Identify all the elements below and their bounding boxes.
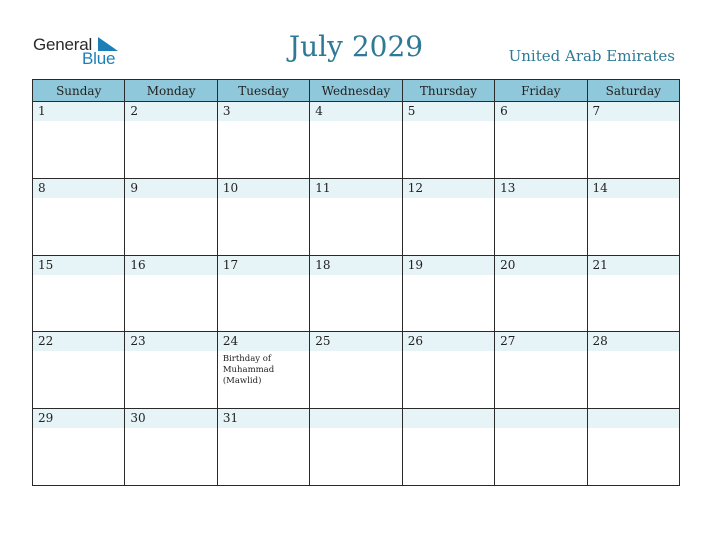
day-cell bbox=[587, 102, 679, 179]
day-number bbox=[588, 409, 679, 428]
weekday-header: Sunday bbox=[33, 80, 125, 102]
day-number: 27 bbox=[495, 332, 586, 351]
week-row bbox=[33, 409, 680, 486]
day-number: 28 bbox=[588, 332, 679, 351]
week-row bbox=[33, 102, 680, 179]
empty-day-cell bbox=[495, 409, 587, 486]
day-number: 11 bbox=[310, 179, 401, 198]
week-row bbox=[33, 332, 680, 409]
day-number: 14 bbox=[588, 179, 679, 198]
weekday-header: Wednesday bbox=[310, 80, 402, 102]
day-cell bbox=[495, 255, 587, 332]
day-number: 9 bbox=[125, 179, 216, 198]
day-number: 1 bbox=[33, 102, 124, 121]
day-number: 17 bbox=[218, 256, 309, 275]
day-number: 24 bbox=[218, 332, 309, 351]
weekday-header: Friday bbox=[495, 80, 587, 102]
day-number: 8 bbox=[33, 179, 124, 198]
day-number: 12 bbox=[403, 179, 494, 198]
day-cell bbox=[310, 332, 402, 409]
day-cell bbox=[33, 409, 125, 486]
day-number: 2 bbox=[125, 102, 216, 121]
day-cell bbox=[402, 178, 494, 255]
day-cell bbox=[217, 332, 309, 409]
day-number: 4 bbox=[310, 102, 401, 121]
day-cell bbox=[125, 409, 217, 486]
empty-day-cell bbox=[310, 409, 402, 486]
day-number: 20 bbox=[495, 256, 586, 275]
day-number bbox=[310, 409, 401, 428]
day-cell bbox=[587, 178, 679, 255]
day-cell bbox=[125, 102, 217, 179]
day-number: 26 bbox=[403, 332, 494, 351]
empty-day-cell bbox=[587, 409, 679, 486]
day-cell bbox=[33, 102, 125, 179]
day-number: 21 bbox=[588, 256, 679, 275]
day-number: 23 bbox=[125, 332, 216, 351]
day-cell bbox=[402, 102, 494, 179]
day-number: 13 bbox=[495, 179, 586, 198]
day-cell bbox=[125, 178, 217, 255]
day-cell bbox=[310, 255, 402, 332]
logo-word-general: General bbox=[33, 35, 93, 54]
day-cell bbox=[310, 178, 402, 255]
weekday-header: Saturday bbox=[587, 80, 679, 102]
weekday-header: Monday bbox=[125, 80, 217, 102]
day-number: 3 bbox=[218, 102, 309, 121]
day-cell bbox=[33, 178, 125, 255]
day-cell bbox=[217, 409, 309, 486]
day-number: 7 bbox=[588, 102, 679, 121]
country-name: United Arab Emirates bbox=[508, 47, 675, 65]
empty-day-cell bbox=[402, 409, 494, 486]
day-number: 16 bbox=[125, 256, 216, 275]
month-title: July 2029 bbox=[288, 30, 424, 63]
weekday-header: Tuesday bbox=[217, 80, 309, 102]
day-number: 30 bbox=[125, 409, 216, 428]
day-cell bbox=[125, 332, 217, 409]
day-cell bbox=[587, 255, 679, 332]
week-row bbox=[33, 255, 680, 332]
weekday-header-row bbox=[33, 80, 680, 102]
logo-word-blue: Blue bbox=[82, 49, 116, 68]
day-number: 5 bbox=[403, 102, 494, 121]
day-number bbox=[403, 409, 494, 428]
day-cell bbox=[33, 332, 125, 409]
day-number: 29 bbox=[33, 409, 124, 428]
week-row bbox=[33, 178, 680, 255]
day-cell bbox=[217, 255, 309, 332]
holiday-label: Birthday of Muhammad (Mawlid) bbox=[222, 354, 275, 387]
day-cell bbox=[217, 102, 309, 179]
day-number: 6 bbox=[495, 102, 586, 121]
day-cell bbox=[310, 102, 402, 179]
day-cell bbox=[402, 332, 494, 409]
month-calendar-grid bbox=[32, 79, 680, 486]
day-number: 18 bbox=[310, 256, 401, 275]
day-number: 31 bbox=[218, 409, 309, 428]
day-number bbox=[495, 409, 586, 428]
day-cell bbox=[217, 178, 309, 255]
weekday-header: Thursday bbox=[402, 80, 494, 102]
day-cell bbox=[33, 255, 125, 332]
day-number: 22 bbox=[33, 332, 124, 351]
day-cell bbox=[402, 255, 494, 332]
day-number: 19 bbox=[403, 256, 494, 275]
day-number: 25 bbox=[310, 332, 401, 351]
day-cell bbox=[495, 102, 587, 179]
day-number: 10 bbox=[218, 179, 309, 198]
day-number: 15 bbox=[33, 256, 124, 275]
day-cell bbox=[587, 332, 679, 409]
day-cell bbox=[495, 332, 587, 409]
day-cell bbox=[495, 178, 587, 255]
day-cell bbox=[125, 255, 217, 332]
